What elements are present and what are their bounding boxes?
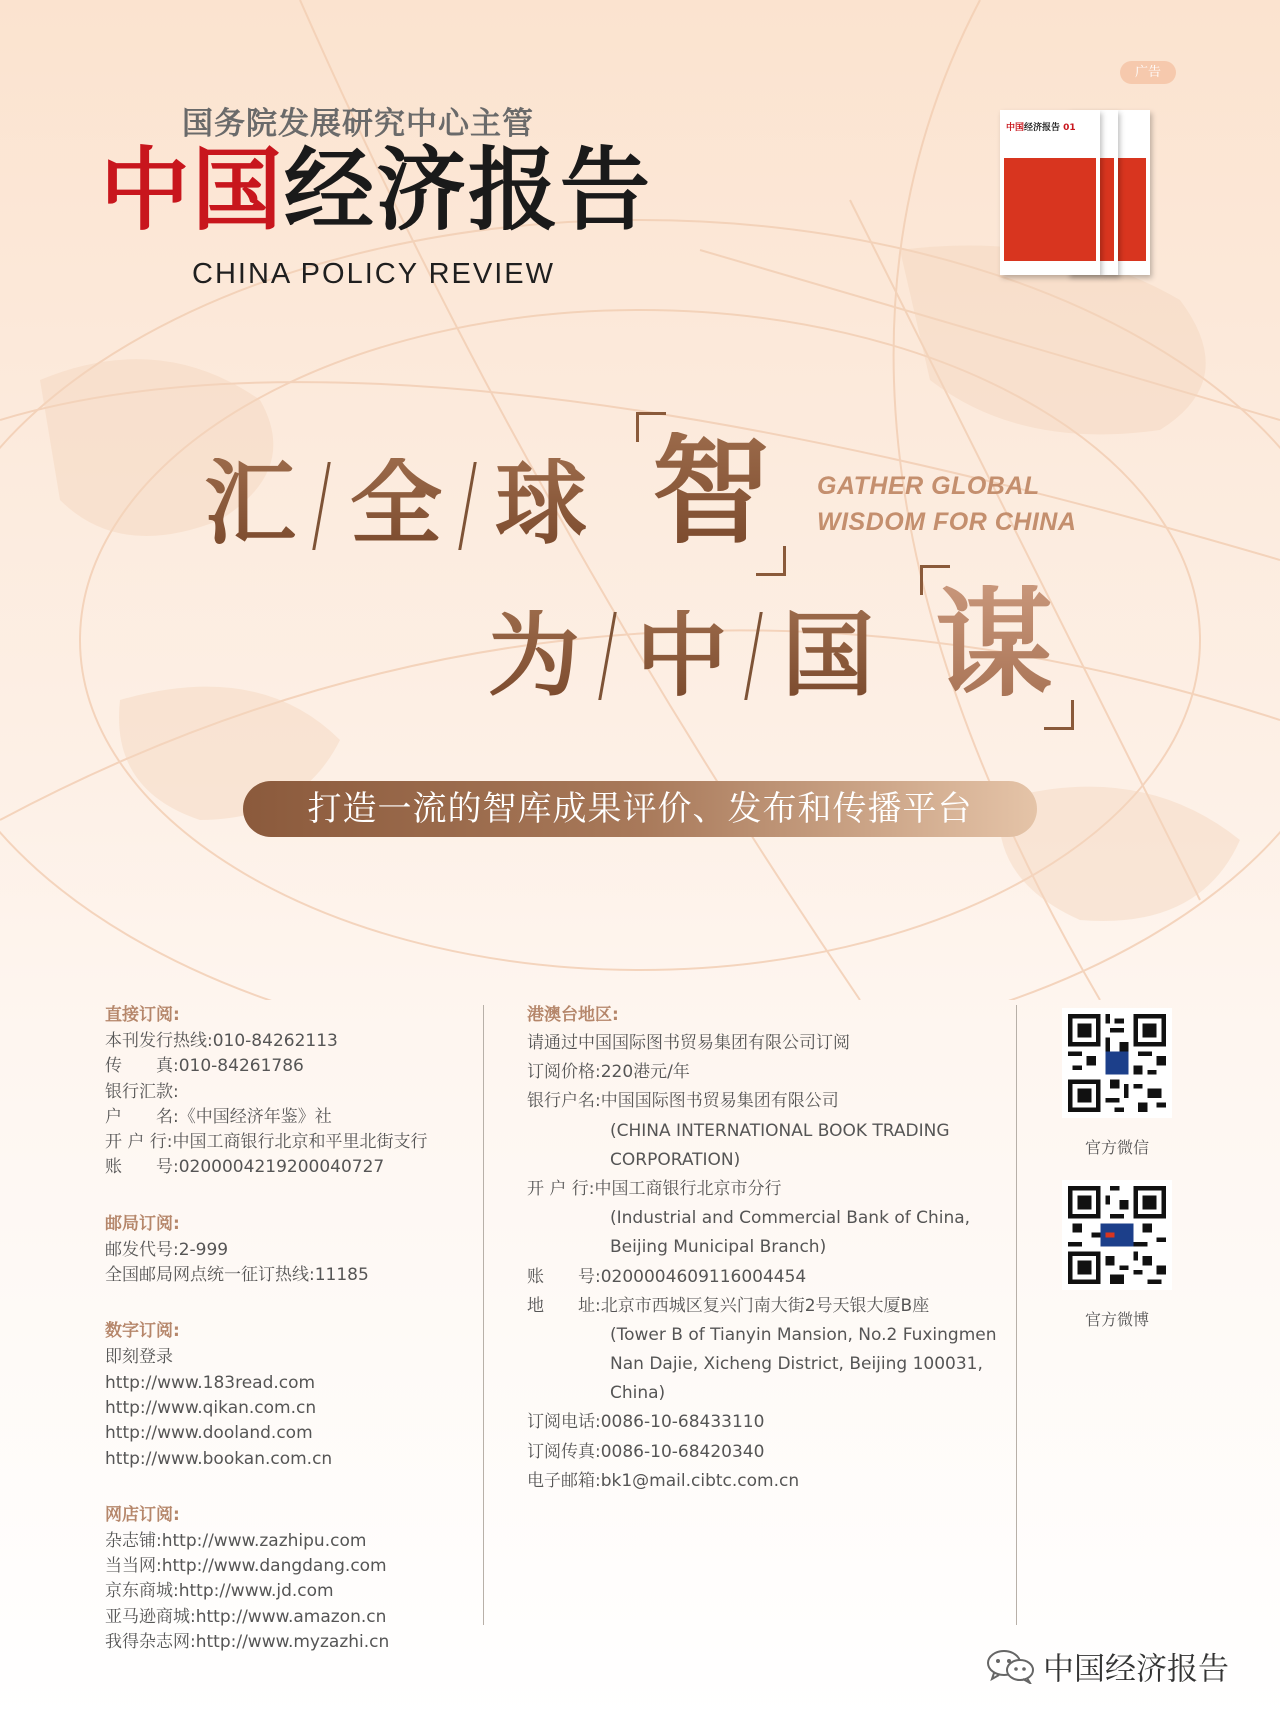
section-title: 邮局订阅: bbox=[105, 1213, 180, 1234]
quote-bracket-close bbox=[1044, 700, 1074, 730]
info-line: (CHINA INTERNATIONAL BOOK TRADING bbox=[610, 1120, 950, 1141]
info-line: 开 户 行:中国工商银行北京市分行 bbox=[527, 1178, 782, 1199]
magazine-title-red: 中国 bbox=[100, 137, 284, 243]
info-line: 即刻登录 bbox=[105, 1347, 173, 1368]
info-line: 订阅价格:220港元/年 bbox=[527, 1062, 690, 1083]
info-line: 户 名:《中国经济年鉴》社 bbox=[105, 1106, 332, 1127]
headline-char-3: 球 bbox=[495, 450, 588, 557]
english-slogan bbox=[817, 468, 1076, 540]
magazine-title-dark: 经济报告 bbox=[284, 137, 652, 243]
section-title: 直接订阅: bbox=[105, 1005, 180, 1025]
info-line: (Tower B of Tianyin Mansion, No.2 Fuxingmen bbox=[610, 1324, 997, 1345]
link-text: 当当网:http://www.dangdang.com bbox=[105, 1556, 387, 1577]
info-line: 订阅传真:0086-10-68420340 bbox=[527, 1441, 765, 1462]
info-line: 地 址:北京市西城区复兴门南大街2号天银大厦B座 bbox=[527, 1295, 930, 1316]
slogan-banner: 打造一流的智库成果评价、发布和传播平台 bbox=[243, 781, 1037, 837]
magazine-title bbox=[100, 137, 652, 243]
info-line: Nan Dajie, Xicheng District, Beijing 100031, bbox=[610, 1354, 983, 1375]
info-line: 开 户 行:中国工商银行北京和平里北街支行 bbox=[105, 1132, 428, 1153]
ad-badge: 广告 bbox=[1120, 61, 1176, 84]
info-line: 订阅电话:0086-10-68433110 bbox=[527, 1412, 765, 1433]
wechat-qr-code bbox=[1062, 1008, 1172, 1118]
link-text: http://www.dooland.com bbox=[105, 1423, 313, 1444]
magazine-covers-image bbox=[1000, 110, 1180, 285]
link-text: 亚马逊商城:http://www.amazon.cn bbox=[105, 1606, 387, 1627]
headline-divider bbox=[598, 612, 617, 700]
headline-char-5: 为 bbox=[488, 602, 581, 709]
info-line: 账 号:0200004219200040727 bbox=[105, 1157, 385, 1178]
section-title: 网店订阅: bbox=[105, 1504, 180, 1525]
english-slogan-line-1: GATHER GLOBAL bbox=[817, 472, 1040, 500]
info-line: 账 号:0200004609116004454 bbox=[527, 1266, 807, 1287]
headline-divider bbox=[458, 462, 477, 550]
headline-char-6: 中 bbox=[636, 602, 729, 709]
column-divider bbox=[483, 1005, 484, 1625]
quote-bracket-close bbox=[756, 546, 786, 576]
info-line: 电子邮箱:bk1@mail.cibtc.com.cn bbox=[527, 1470, 800, 1491]
info-line: 本刊发行热线:010-84262113 bbox=[105, 1031, 338, 1051]
info-line: Beijing Municipal Branch) bbox=[610, 1237, 827, 1258]
hk-macau-taiwan-column bbox=[527, 1000, 997, 1496]
headline-char-7: 国 bbox=[782, 602, 875, 709]
cover-mini-title: 中国经济报告 01 bbox=[1006, 123, 1076, 133]
wechat-icon bbox=[985, 1648, 1037, 1694]
link-text: http://www.qikan.com.cn bbox=[105, 1397, 317, 1418]
section-title: 港澳台地区: bbox=[527, 1005, 619, 1025]
link-text: http://www.183read.com bbox=[105, 1372, 316, 1393]
info-line: 银行汇款: bbox=[105, 1081, 179, 1102]
supervisor-line: 国务院发展研究中心主管 bbox=[182, 106, 534, 142]
info-line: (Industrial and Commercial Bank of China, bbox=[610, 1208, 971, 1229]
info-line: 银行户名:中国国际图书贸易集团有限公司 bbox=[527, 1091, 839, 1112]
info-line: 邮发代号:2-999 bbox=[105, 1239, 229, 1260]
domestic-subscription-column bbox=[105, 1000, 475, 1655]
link-text: http://www.bookan.com.cn bbox=[105, 1448, 333, 1469]
headline-char-2: 全 bbox=[350, 450, 443, 557]
info-line: China) bbox=[610, 1383, 666, 1404]
weibo-qr-code bbox=[1062, 1180, 1172, 1290]
wechat-account-watermark bbox=[985, 1648, 1229, 1688]
headline-char-1: 汇 bbox=[204, 450, 297, 557]
info-line: CORPORATION) bbox=[610, 1149, 741, 1170]
weibo-qr-label: 官方微博 bbox=[1084, 1310, 1149, 1329]
magazine-cover-front bbox=[1000, 110, 1100, 275]
link-text: 京东商城:http://www.jd.com bbox=[105, 1581, 334, 1602]
english-slogan-line-2: WISDOM FOR CHINA bbox=[817, 508, 1077, 536]
info-line: 传 真:010-84261786 bbox=[105, 1056, 304, 1077]
column-divider bbox=[1016, 1005, 1017, 1625]
wechat-account-name: 中国经济报告 bbox=[1043, 1651, 1229, 1688]
wechat-qr-label: 官方微信 bbox=[1084, 1138, 1149, 1157]
info-line: 请通过中国国际图书贸易集团有限公司订阅 bbox=[527, 1033, 850, 1053]
section-title: 数字订阅: bbox=[105, 1321, 180, 1342]
magazine-title-en: CHINA POLICY REVIEW bbox=[192, 258, 555, 290]
headline-char-4: 智 bbox=[652, 422, 771, 560]
link-text: 我得杂志网:http://www.myzazhi.cn bbox=[105, 1632, 390, 1653]
headline-divider bbox=[744, 612, 763, 700]
headline-divider bbox=[312, 462, 331, 550]
headline-char-8: 谋 bbox=[935, 575, 1054, 713]
info-line: 全国邮局网点统一征订热线:11185 bbox=[105, 1265, 369, 1286]
link-text: 杂志铺:http://www.zazhipu.com bbox=[105, 1530, 367, 1551]
